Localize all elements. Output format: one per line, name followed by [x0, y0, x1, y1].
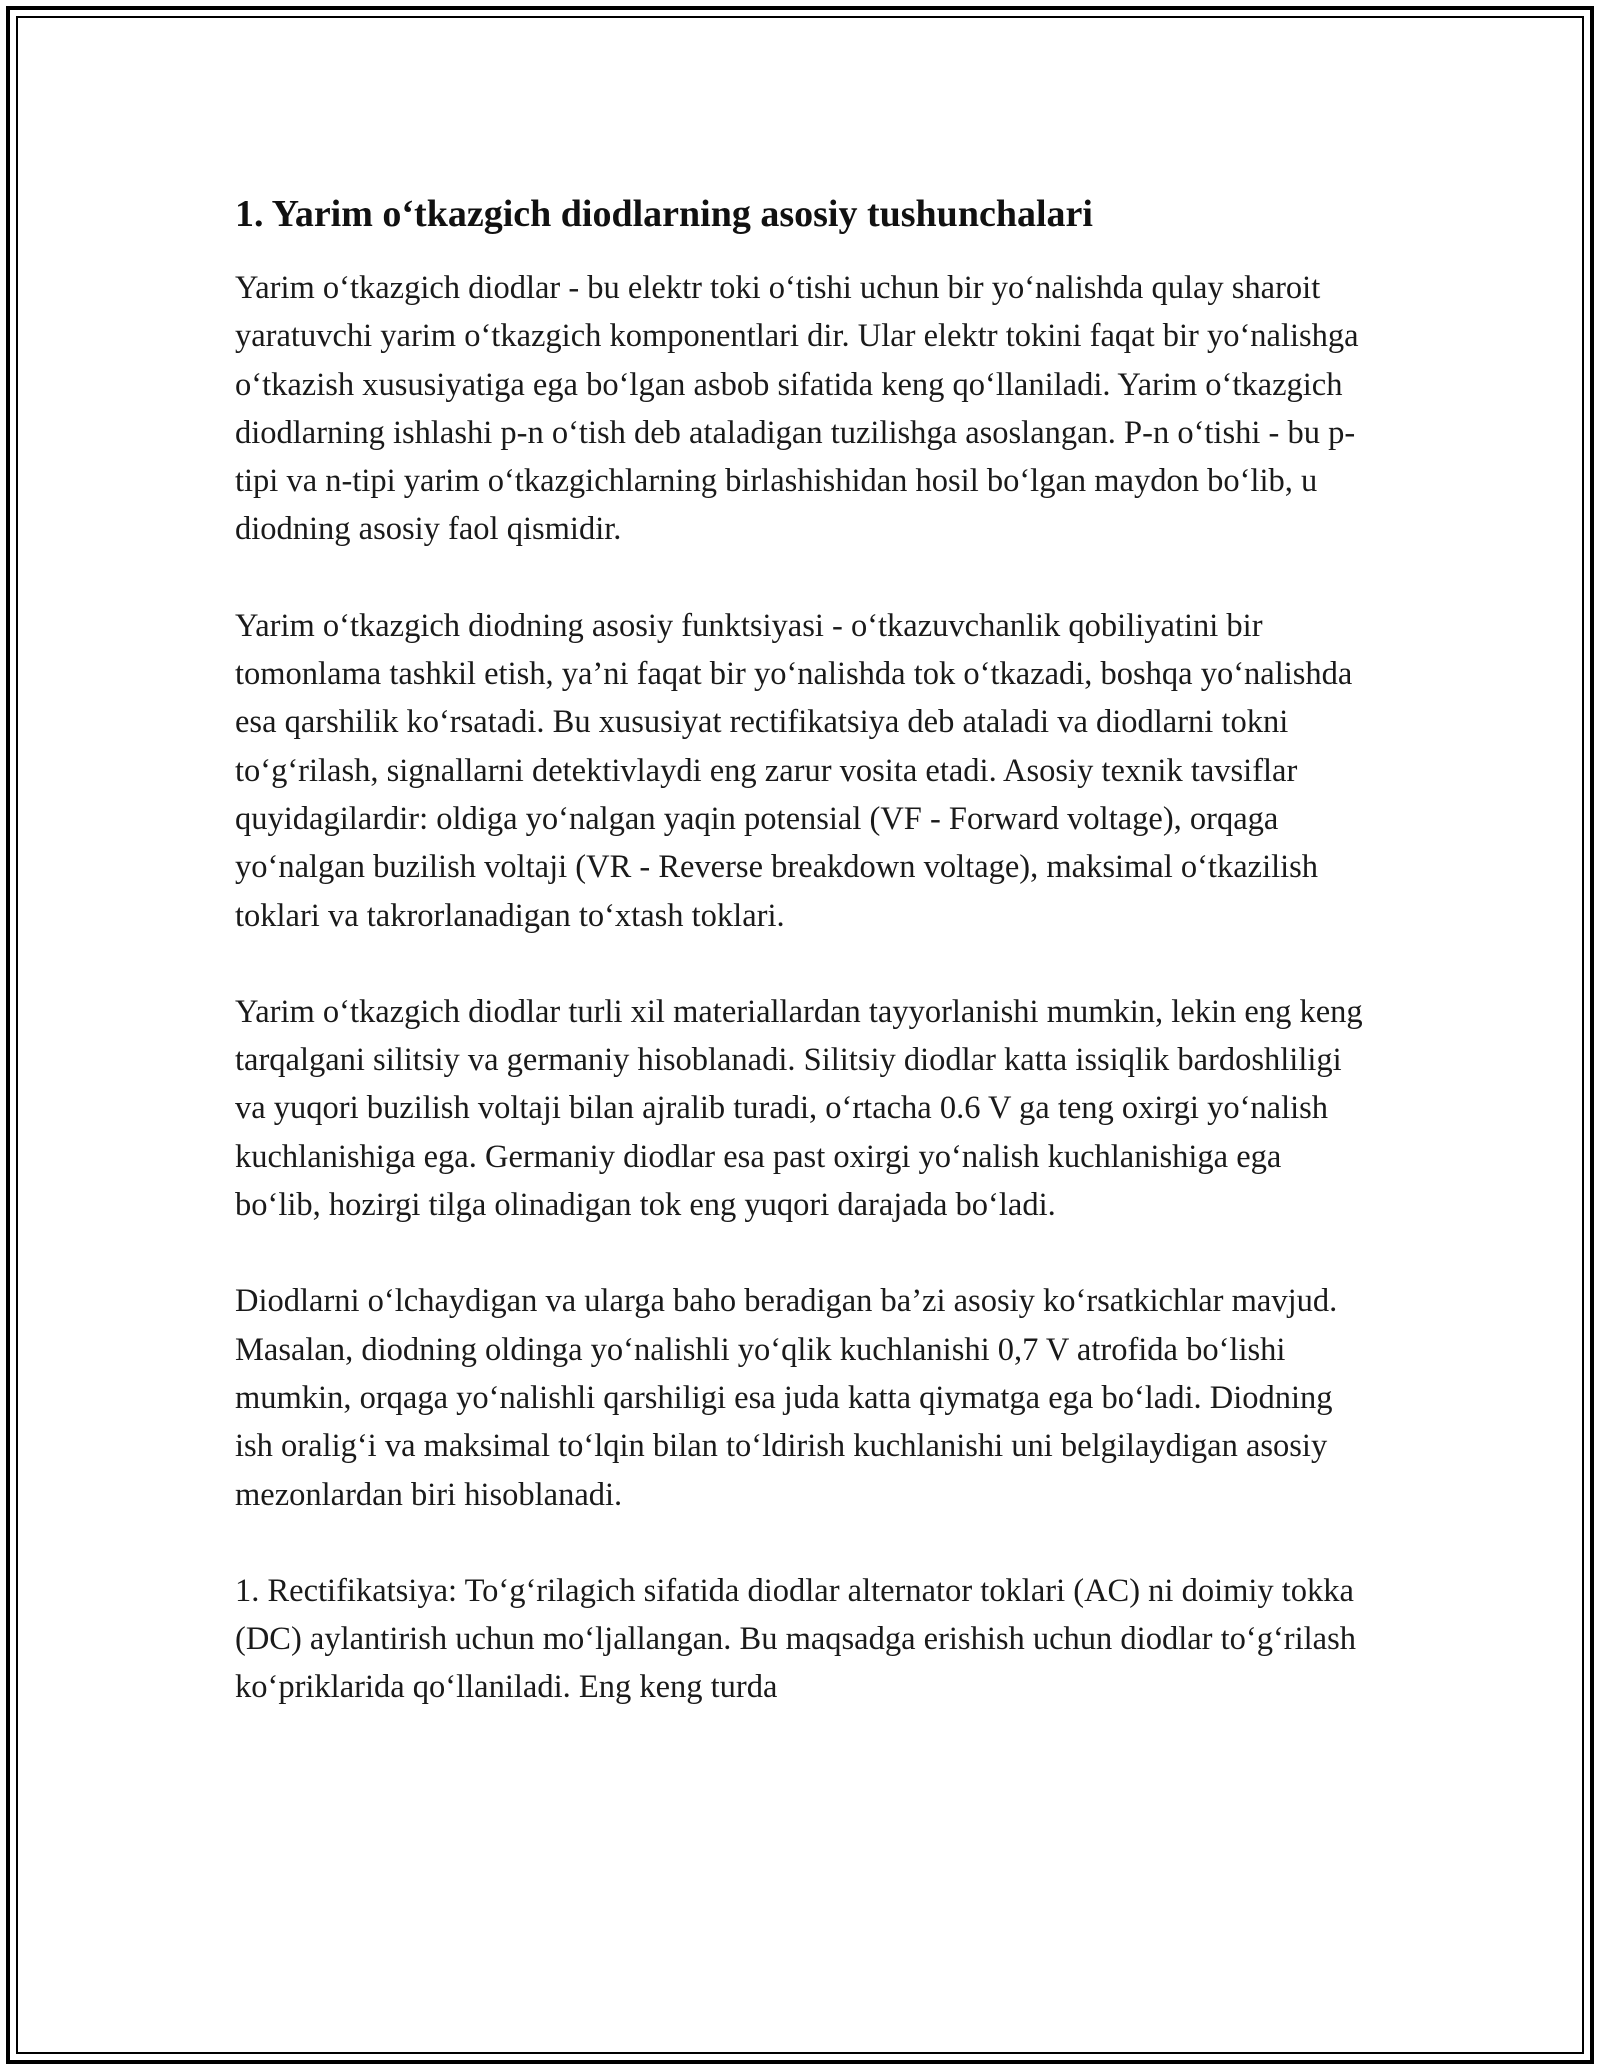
section-heading: 1. Yarim o‘tkazgich diodlarning asosiy tushunchalari: [235, 193, 1093, 235]
paragraph-definition: Yarim o‘tkazgich diodlar - bu elektr toki o‘tishi uchun bir yo‘nalishda qulay sharoit yaratuvchi yarim o‘tkazgich komponentlari dir. Ular elektr tokini faqat bir yo‘nalishga o‘tkazish xususiyatiga ega bo‘lgan asbob sifatida keng qo‘llaniladi. Yarim o‘tkazgich diodlarning ishlashi p-n o‘tish deb ataladigan tuzilishga asoslangan. P-n o‘tishi - bu p-tipi va n-tipi yarim o‘tkazgichlarning birlashishidan hosil bo‘lgan maydon bo‘lib, u diodning asosiy faol qismidir.: [235, 270, 1359, 548]
paragraph-parameters: Diodlarni o‘lchaydigan va ularga baho beradigan ba’zi asosiy ko‘rsatkichlar mavjud. Masalan, diodning oldinga yo‘nalishli yo‘qlik kuchlanishi 0,7 V atrofida bo‘lishi mumkin, orqaga yo‘nalishli qarshiligi esa juda katta qiymatga ega bo‘ladi. Diodning ish oralig‘i va maksimal to‘lqin bilan to‘ldirish kuchlanishi uni belgilaydigan asosiy mezonlardan biri hisoblanadi.: [235, 1283, 1338, 1513]
paragraph-materials: Yarim o‘tkazgich diodlar turli xil materiallardan tayyorlanishi mumkin, lekin eng keng tarqalgani silitsiy va germaniy hisoblanadi. Silitsiy diodlar katta issiqlik bardoshliligi va yuqori buzilish voltaji bilan ajralib turadi, o‘rtacha 0.6 V ga teng oxirgi yo‘nalish kuchlanishiga ega. Germaniy diodlar esa past oxirgi yo‘nalish kuchlanishiga ega bo‘lib, hozirgi tilga olinadigan tok eng yuqori darajada bo‘ladi.: [235, 993, 1363, 1224]
paragraph-function: Yarim o‘tkazgich diodning asosiy funktsiyasi - o‘tkazuvchanlik qobiliyatini bir tomonlama tashkil etish, ya’ni faqat bir yo‘nalishda tok o‘tkazadi, boshqa yo‘nalishda esa qarshilik ko‘rsatadi. Bu xususiyat rectifikatsiya deb ataladi va diodlarni tokni to‘g‘rilash, signallarni detektivlaydi eng zarur vosita etadi. Asosiy texnik tavsiflar quyidagilardir: oldiga yo‘nalgan yaqin potensial (VF - Forward voltage), orqaga yo‘nalgan buzilish voltaji (VR - Reverse breakdown voltage), maksimal o‘tkazilish toklari va takrorlanadigan to‘xtash toklari.: [235, 607, 1353, 934]
paragraph-rectification: 1. Rectifikatsiya: To‘g‘rilagich sifatida diodlar alternator toklari (AC) ni doimiy tokka (DC) aylantirish uchun mo‘ljallangan. Bu maqsadga erishish uchun diodlar to‘g‘rilash ko‘priklarida qo‘llaniladi. Eng keng turda: [235, 1572, 1356, 1706]
document-body: [235, 186, 1370, 1760]
